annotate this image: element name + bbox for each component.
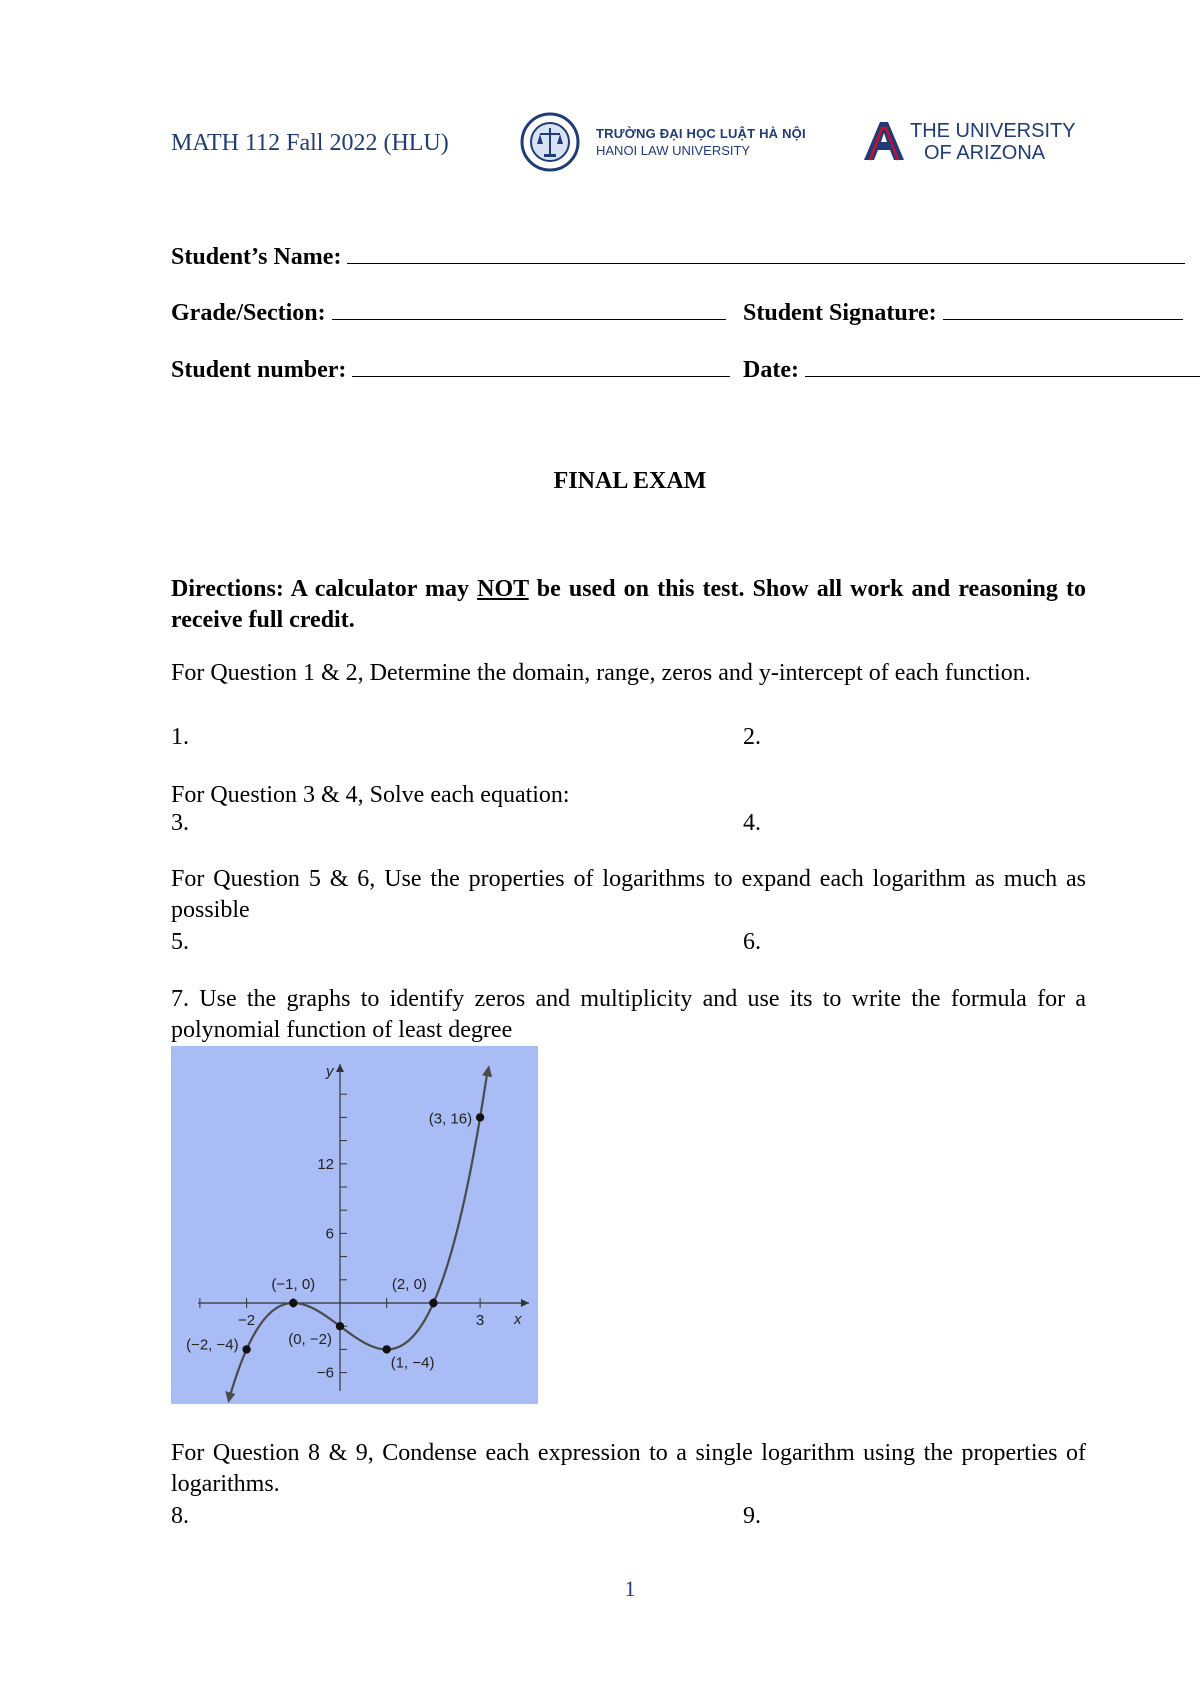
directions <box>171 574 1086 636</box>
data-point <box>383 1345 391 1353</box>
university-of-arizona-logo-icon <box>860 118 908 164</box>
hlu-name-vn: TRƯỜNG ĐẠI HỌC LUẬT HÀ NỘI <box>596 126 806 141</box>
grade-section-field[interactable] <box>332 299 726 320</box>
student-name-field[interactable] <box>347 243 1185 264</box>
ua-name-line1: THE UNIVERSITY <box>910 120 1076 142</box>
date-row <box>743 356 1200 384</box>
ua-name-line2: OF ARIZONA <box>924 142 1046 164</box>
question-2-number: 2. <box>743 724 761 750</box>
data-point <box>242 1345 250 1353</box>
grade-section-label: Grade/Section: <box>171 300 326 326</box>
directions-part1: Directions: A calculator may <box>171 576 478 602</box>
data-point <box>336 1322 344 1330</box>
question-6-number: 6. <box>743 929 761 955</box>
data-point-label: (3, 16) <box>428 1110 473 1128</box>
hanoi-law-university-seal-icon <box>520 112 580 172</box>
data-point-label: (0, −2) <box>288 1331 332 1349</box>
exam-title: FINAL EXAM <box>553 468 707 494</box>
question-1-2-instructions: For Question 1 & 2, Determine the domain, range, zeros and y-intercept of each function. <box>171 660 1031 686</box>
student-number-row <box>171 356 730 384</box>
polynomial-graph <box>171 1046 538 1404</box>
x-tick-label: 3 <box>475 1312 485 1329</box>
student-name-row <box>171 243 1185 271</box>
question-3-number: 3. <box>171 810 189 836</box>
question-1-number: 1. <box>171 724 189 750</box>
hlu-name <box>596 126 806 158</box>
question-3-4-instructions: For Question 3 & 4, Solve each equation: <box>171 782 570 808</box>
x-tick-label: −2 <box>238 1312 256 1329</box>
data-point <box>476 1113 484 1121</box>
date-field[interactable] <box>805 356 1200 377</box>
data-point-label: (−1, 0) <box>271 1276 316 1293</box>
student-name-label: Student’s Name: <box>171 244 342 270</box>
question-8-number: 8. <box>171 1503 189 1529</box>
question-5-number: 5. <box>171 929 189 955</box>
data-point-label: (2, 0) <box>391 1276 427 1293</box>
question-5-6-instructions: For Question 5 & 6, Use the properties of logarithms to expand each logarithm as much as possible <box>171 866 1086 923</box>
course-title: MATH 112 Fall 2022 (HLU) <box>171 130 449 156</box>
data-point <box>429 1299 437 1307</box>
date-label: Date: <box>743 357 799 383</box>
data-point <box>289 1299 297 1307</box>
directions-not: NOT <box>477 576 529 602</box>
student-number-label: Student number: <box>171 357 347 383</box>
data-point-label: (1, −4) <box>390 1354 435 1372</box>
student-signature-row <box>743 299 1183 327</box>
x-axis-label: x <box>514 1311 522 1328</box>
question-7-text: 7. Use the graphs to identify zeros and multiplicity and use its to write the formula for a polynomial function of least degree <box>171 986 1086 1043</box>
y-axis-label: y <box>326 1063 334 1080</box>
y-tick-label: 6 <box>325 1225 334 1243</box>
question-4-number: 4. <box>743 810 761 836</box>
directions-part2: be used on this test. Show all work and reasoning to receive full credit. <box>171 576 1086 633</box>
hlu-name-en: HANOI LAW UNIVERSITY <box>596 143 751 158</box>
ua-name <box>910 120 1076 164</box>
grade-section-row <box>171 299 726 327</box>
question-8-9-instructions: For Question 8 & 9, Condense each expression to a single logarithm using the properties of logarithms. <box>171 1440 1086 1497</box>
student-number-field[interactable] <box>352 356 730 377</box>
page-number: 1 <box>624 1576 636 1601</box>
question-9-number: 9. <box>743 1503 761 1529</box>
student-signature-field[interactable] <box>943 299 1183 320</box>
student-signature-label: Student Signature: <box>743 300 937 326</box>
data-point-label: (−2, −4) <box>186 1336 239 1354</box>
y-tick-label: −6 <box>316 1364 334 1382</box>
y-tick-label: 12 <box>317 1155 334 1173</box>
